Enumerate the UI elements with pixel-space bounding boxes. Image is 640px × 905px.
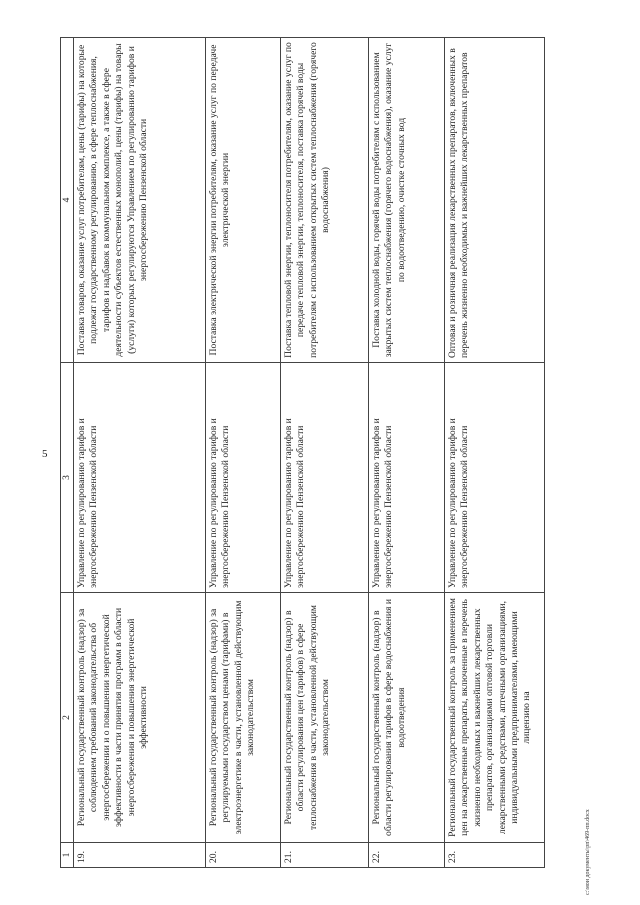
activity-cell: Поставка электрической энергии потребителям, оказание услуг по передаче электрической энергии [206, 38, 281, 363]
table-row [281, 38, 369, 868]
rotated-table-sheet [60, 38, 600, 868]
row-number: 19. [74, 843, 206, 868]
authority-cell: Управление по регулированию тарифов и энергосбережению Пензенской области [445, 363, 545, 593]
page-number: 5 [42, 448, 48, 460]
control-type-cell: Региональный государственный контроль (надзор) в области регулирования тарифов в сфере водоснабжения и водоотведения [369, 593, 445, 843]
control-type-cell: Региональный государственный контроль (надзор) за соблюдением требований законодательства об энергосбережении и о повышении энергетической эффективности в части принятия программ в области энергосбережения и повышения энергетической эффективности [74, 593, 206, 843]
authority-cell: Управление по регулированию тарифов и энергосбережению Пензенской области [369, 363, 445, 593]
authority-cell: Управление по регулированию тарифов и энергосбережению Пензенской области [74, 363, 206, 593]
control-type-cell: Региональный государственный контроль (надзор) в области регулирования цен (тарифов) в сфере теплоснабжения в части, установленной действующим законодательством [281, 593, 369, 843]
row-number: 20. [206, 843, 281, 868]
table-row [74, 38, 206, 868]
authority-cell: Управление по регулированию тарифов и энергосбережению Пензенской области [281, 363, 369, 593]
table-header-row [61, 38, 74, 868]
footer-file-path: c:\мои документы\рп\469-пп.docx [585, 809, 591, 895]
header-cell-1: 1 [61, 843, 74, 868]
activity-cell: Поставка тепловой энергии, теплоносителя потребителям, оказание услуг по передаче тепловой энергии, теплоносителя, поставка горячей воды потребителям с использованием открытых систем теплоснабжения (горячего водоснабжения) [281, 38, 369, 363]
header-cell-4: 4 [61, 38, 74, 363]
activity-cell: Поставка товаров, оказание услуг потребителям, цены (тарифы) на которые подлежат государственному регулированию, в сфере теплоснабжения, тарифов и надбавок в коммунальном комплексе, а также в сфере деятельности субъектов естественных монополий, цены (тарифы) на товары (услуги) которых регулируются Управлением по регулированию тарифов и энергосбережению Пензенской области [74, 38, 206, 363]
table-row [206, 38, 281, 868]
row-number: 22. [369, 843, 445, 868]
control-type-cell: Региональный государственный контроль (надзор) за регулируемыми государством ценами (тарифами) в электроэнергетике в части, установленной действующим законодательством [206, 593, 281, 843]
activity-cell: Оптовая и розничная реализация лекарственных препаратов, включенных в перечень жизненно необходимых и важнейших лекарственных препаратов [445, 38, 545, 363]
activity-cell: Поставка холодной воды, горячей воды потребителям с использованием закрытых систем теплоснабжения (горячего водоснабжения), оказание услуг по водоотведению, очистке сточных вод [369, 38, 445, 363]
header-cell-3: 3 [61, 363, 74, 593]
authority-cell: Управление по регулированию тарифов и энергосбережению Пензенской области [206, 363, 281, 593]
row-number: 23. [445, 843, 545, 868]
row-number: 21. [281, 843, 369, 868]
control-type-cell: Региональный государственный контроль за применением цен на лекарственные препараты, включенные в перечень жизненно необходимых и важнейших лекарственных препаратов, организациями оптовой торговли лекарственными средствами, аптечными организациями, индивидуальными предпринимателями, имеющими лицензию на [445, 593, 545, 843]
regulation-table [60, 37, 545, 868]
header-cell-2: 2 [61, 593, 74, 843]
table-row [445, 38, 545, 868]
table-row [369, 38, 445, 868]
